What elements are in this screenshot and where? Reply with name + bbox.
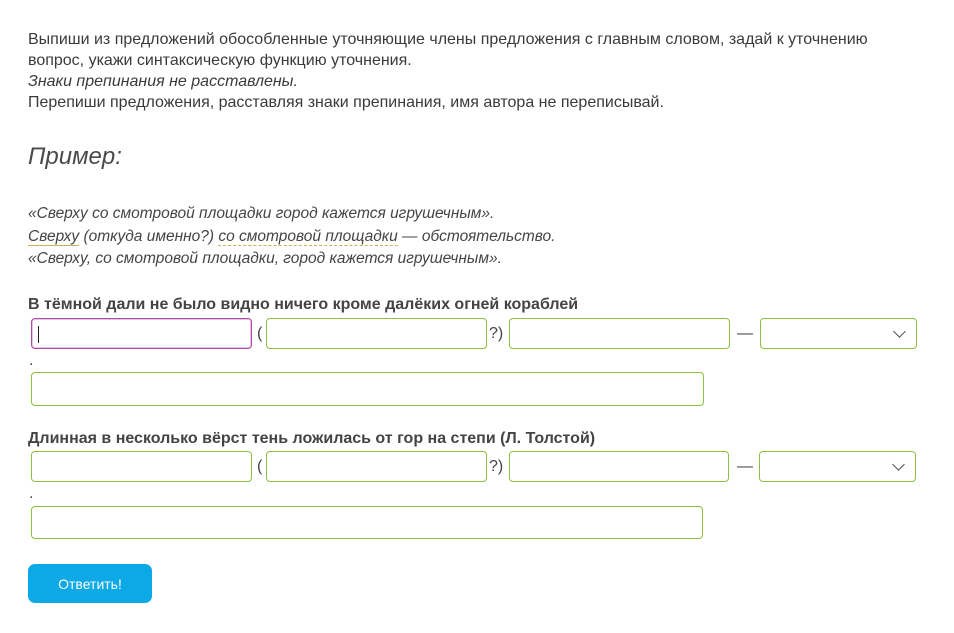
instruction-note: Знаки препинания не расставлены. [28,73,298,90]
submit-button[interactable]: Ответить! [28,564,152,603]
q1-function-select[interactable] [760,318,917,349]
close-paren: ?) [489,325,504,342]
close-paren: ?) [489,458,504,475]
instruction-rewrite: Перепиши предложения, расставляя знаки препинания, имя автора не переписывай. [28,94,664,111]
q1-clarification-input[interactable] [509,318,730,349]
open-paren: ( [257,325,263,342]
example-question: (откуда именно?) [79,227,219,245]
q2-clarification-input[interactable] [509,451,729,482]
dash-separator: — [737,458,753,475]
example-analysis [28,226,928,249]
open-paren: ( [257,458,263,475]
q2-function-select[interactable] [759,451,916,482]
q2-rewrite-input[interactable] [31,506,703,539]
q2-question-input[interactable] [266,451,487,482]
example-corrected: «Сверху, со смотровой площадки, город кажется игрушечным». [28,250,502,267]
instruction-main: Выпиши из предложений обособленные уточняющие члены предложения с главным словом, задай к уточнению вопрос, укажи синтаксическую функцию уточнения. [28,31,868,69]
example-function: — обстоятельство. [397,227,556,245]
chevron-down-icon [892,458,905,471]
example-title: Пример: [28,143,122,170]
chevron-down-icon [893,325,906,338]
q1-question-input[interactable] [266,318,487,349]
q1-main-word-input[interactable] [31,318,252,349]
task-instructions [28,29,928,113]
question-2-sentence: Длинная в несколько вёрст тень ложилась от гор на степи (Л. Толстой) [28,430,596,447]
example-block [28,203,928,271]
example-main-word: Сверху [28,227,80,245]
q1-rewrite-input[interactable] [31,372,704,406]
dot-separator: . [29,352,34,369]
example-clarification: со смотровой площадки [218,227,398,245]
example-sentence: «Сверху со смотровой площадки город кажется игрушечным». [28,205,495,222]
q2-main-word-input[interactable] [31,451,252,482]
dot-separator: . [29,485,34,502]
text-caret [38,326,39,343]
question-1-sentence: В тёмной дали не было видно ничего кроме далёких огней кораблей [28,296,579,313]
dash-separator: — [737,325,753,342]
